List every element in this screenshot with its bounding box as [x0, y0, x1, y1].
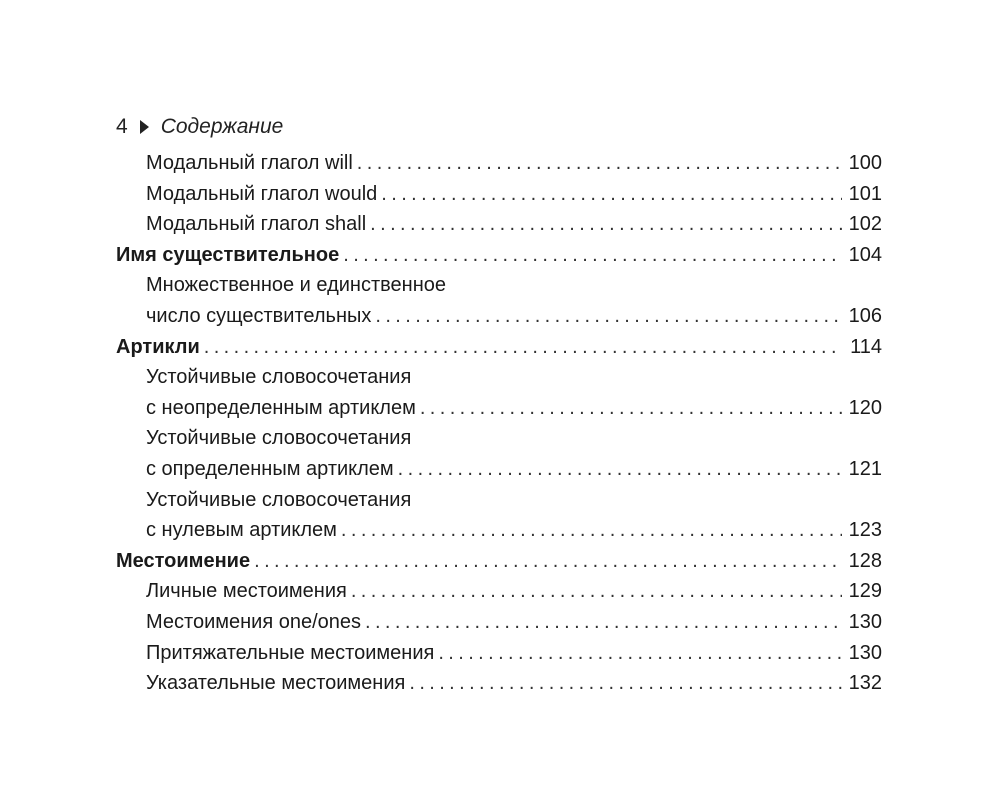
toc-entry[interactable]: [116, 209, 882, 240]
page-number: 4: [116, 115, 128, 138]
dot-leader: [357, 148, 842, 179]
toc-entry-label: Модальный глагол shall: [146, 213, 367, 236]
toc-entry[interactable]: [116, 576, 882, 607]
dot-leader: [375, 301, 842, 332]
toc-entry-label-line1: Устойчивые словосочетания: [146, 488, 412, 511]
toc-entry-page: 101: [848, 182, 882, 205]
dot-leader: [438, 638, 842, 669]
dot-leader: [381, 179, 842, 210]
toc-entry-label-line1: Устойчивые словосочетания: [146, 427, 412, 450]
toc-chapter-label: Артикли: [116, 335, 200, 358]
toc-entry-page: 100: [848, 152, 882, 174]
toc-entry-page: 130: [848, 641, 882, 664]
toc-entry-first-line[interactable]: [116, 270, 882, 301]
dot-leader: [341, 515, 842, 546]
toc-chapter-label: Имя существительное: [116, 243, 340, 266]
toc-entry-label-line1: Множественное и единственное: [146, 274, 446, 297]
toc-entry-label: Указательные местоимения: [146, 672, 406, 695]
toc-chapter-page: 128: [848, 549, 882, 572]
toc-entry-page: 129: [848, 580, 882, 603]
toc-entry[interactable]: [116, 454, 882, 485]
toc-chapter-page: 114: [850, 335, 882, 358]
toc-entry-label: с нулевым артиклем: [146, 519, 337, 542]
toc-entry[interactable]: [116, 148, 882, 179]
toc-entry[interactable]: [116, 638, 882, 669]
toc-entry-page: 130: [848, 610, 882, 633]
toc-entry-page: 102: [848, 213, 882, 236]
toc-entry-first-line[interactable]: [116, 485, 882, 516]
section-title: Содержание: [160, 115, 284, 138]
toc-chapter[interactable]: [116, 332, 882, 363]
toc-entry-label: Личные местоимения: [146, 580, 347, 603]
dot-leader: [370, 209, 842, 240]
toc-chapter-page: 104: [848, 243, 882, 266]
toc-chapter[interactable]: [116, 240, 882, 271]
dot-leader: [351, 576, 842, 607]
toc-entry[interactable]: [116, 301, 882, 332]
toc-entry-label: с неопределенным артиклем: [146, 396, 416, 419]
toc-chapter-label: Местоимение: [116, 549, 251, 572]
dot-leader: [365, 607, 842, 638]
running-header: [116, 112, 283, 142]
toc-entry-label: Притяжательные местоимения: [146, 641, 435, 664]
toc-chapter[interactable]: [116, 546, 882, 577]
dot-leader: [343, 240, 842, 271]
toc-entry[interactable]: [116, 393, 882, 424]
dot-leader: [420, 393, 842, 424]
toc-entry-page: 120: [848, 396, 882, 419]
toc-entry-page: 121: [848, 457, 882, 480]
toc-entry-page: 106: [848, 304, 882, 327]
dot-leader: [204, 332, 842, 363]
triangle-arrow-icon: [140, 120, 149, 134]
dot-leader: [409, 668, 842, 699]
toc-entry[interactable]: [116, 607, 882, 638]
toc-entry[interactable]: [116, 179, 882, 210]
toc-entry-label: Модальный глагол would: [146, 182, 378, 205]
toc-entry-label: с определенным артиклем: [146, 457, 394, 480]
toc-entry-first-line[interactable]: [116, 362, 882, 393]
toc-entry-label-line1: Устойчивые словосочетания: [146, 366, 412, 389]
dot-leader: [398, 454, 842, 485]
toc-entry-page: 132: [848, 672, 882, 695]
toc-entry[interactable]: [116, 515, 882, 546]
dot-leader: [254, 546, 842, 577]
table-of-contents: [116, 148, 882, 699]
toc-entry-label: Местоимения one/ones: [146, 610, 362, 633]
toc-entry-page: 123: [848, 519, 882, 542]
toc-entry-label: число существительных: [146, 304, 372, 327]
toc-entry-label: Модальный глагол will: [146, 152, 353, 174]
toc-entry[interactable]: [116, 668, 882, 699]
toc-entry-first-line[interactable]: [116, 423, 882, 454]
